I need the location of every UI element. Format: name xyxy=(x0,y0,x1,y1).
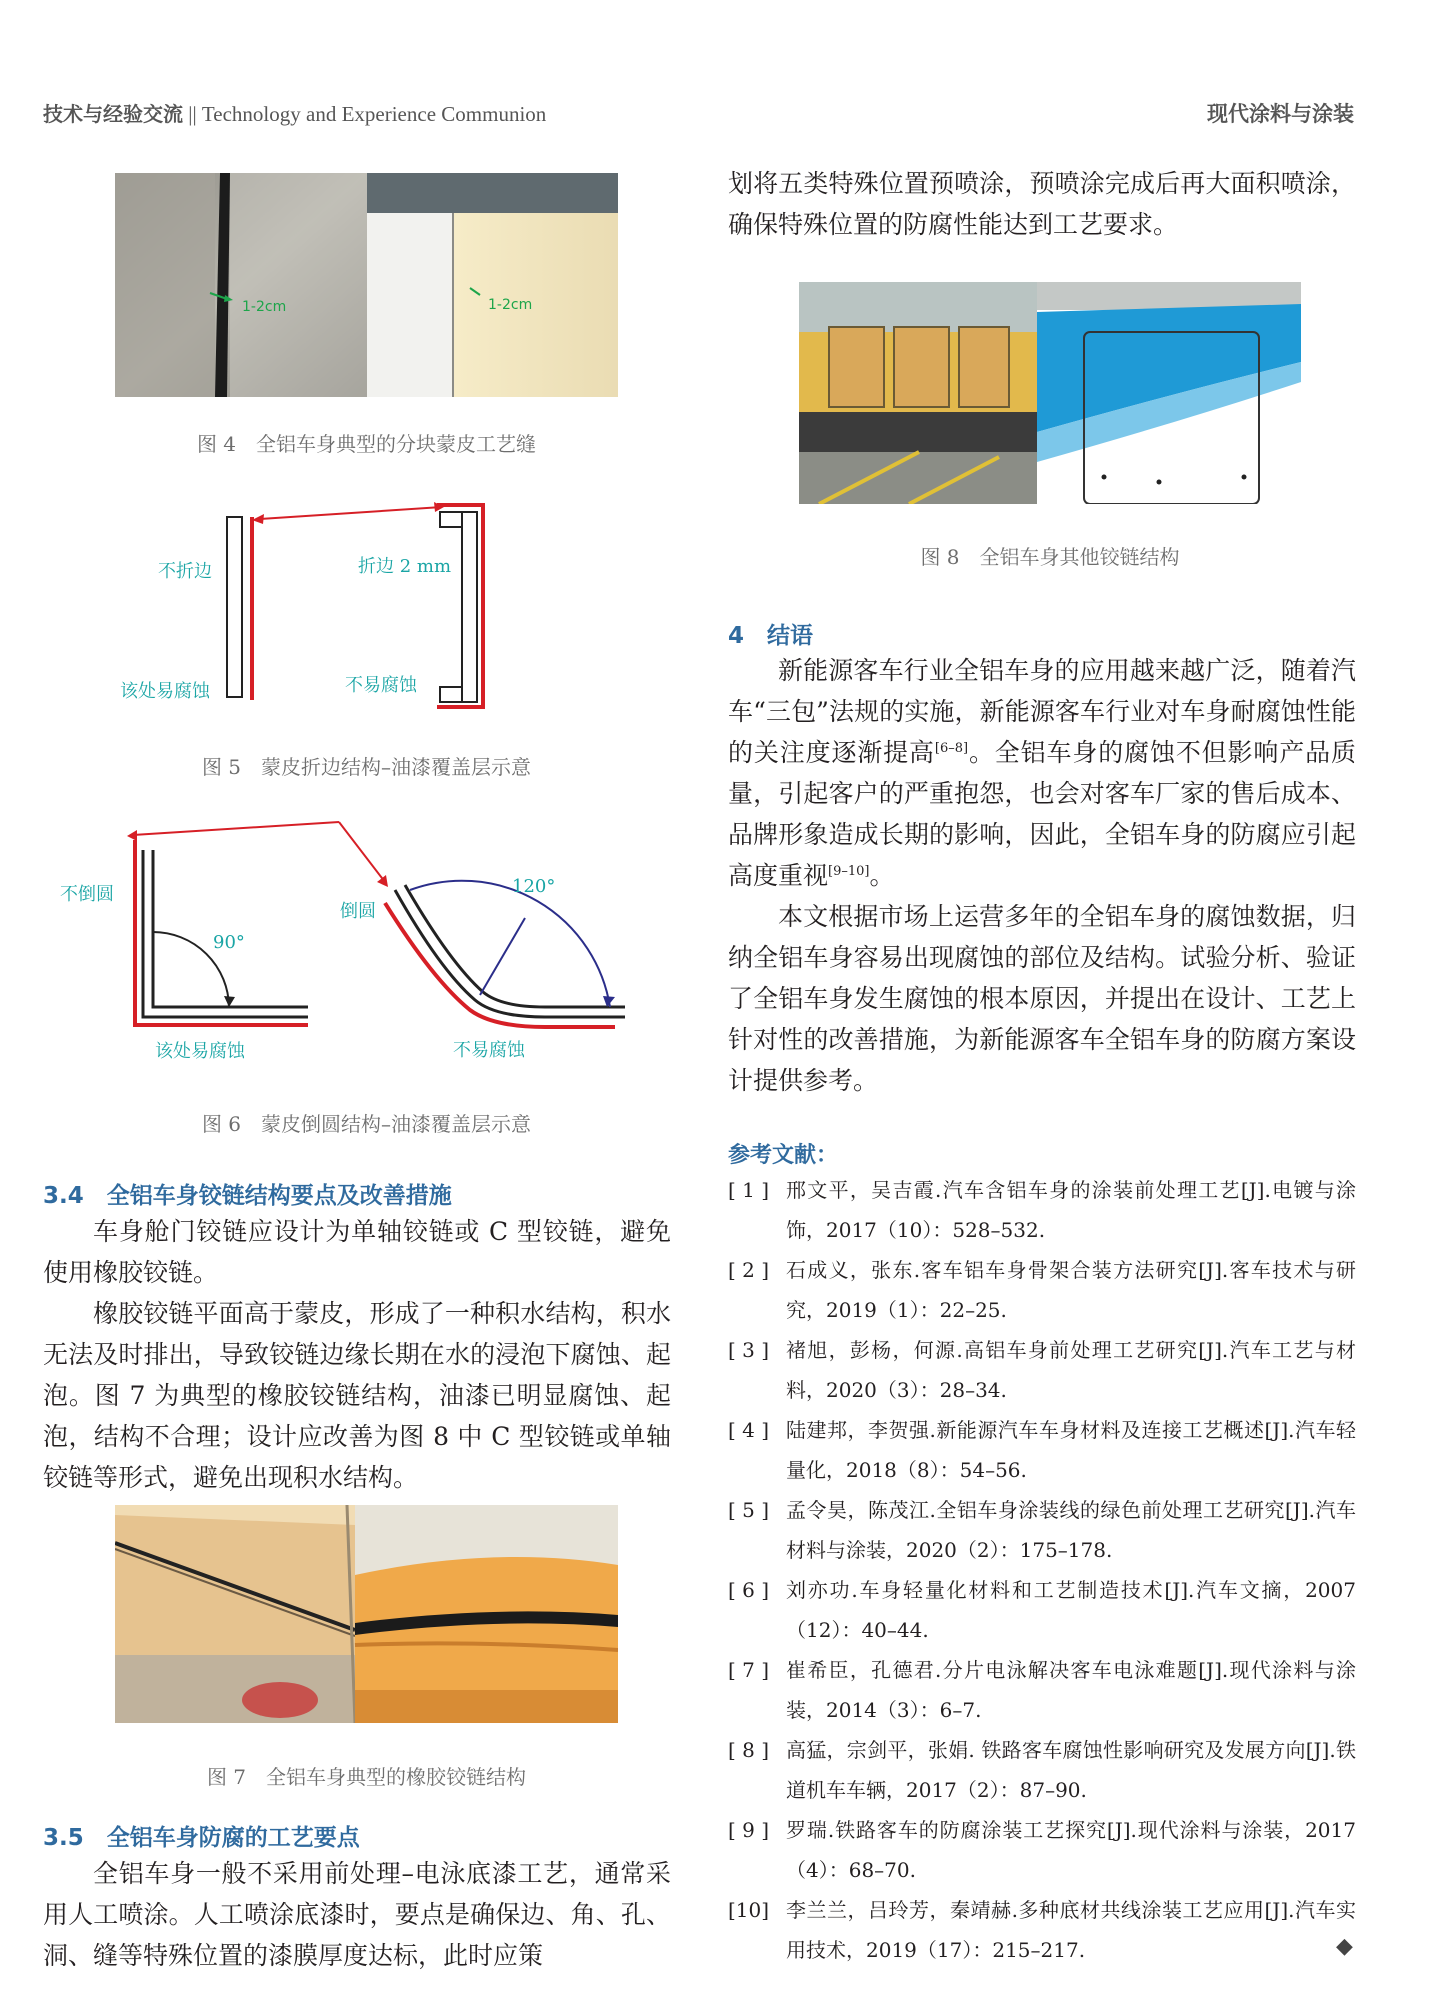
fig5-label-fold: 折边 2 mm xyxy=(358,556,452,577)
section-3-4-body xyxy=(43,1211,671,1498)
fig6-label-90: 90° xyxy=(213,932,245,953)
reference-item xyxy=(728,1250,1356,1330)
figure-4-caption: 图 4 全铝车身典型的分块蒙皮工艺缝 xyxy=(196,432,537,456)
figure-7-caption: 图 7 全铝车身典型的橡胶铰链结构 xyxy=(206,1765,527,1789)
reference-text: 褚旭，彭杨，何源.高铝车身前处理工艺研究[J].汽车工艺与材料，2020（3）：28–34. xyxy=(786,1338,1356,1402)
figure-4-photo xyxy=(115,173,618,397)
reference-text: 崔希臣，孔德君.分片电泳解决客车电泳难题[J].现代涂料与涂装，2014（3）：6–7. xyxy=(786,1658,1356,1722)
fig4-label-right: 1-2cm xyxy=(488,297,533,313)
references-list xyxy=(728,1170,1356,1970)
reference-item xyxy=(728,1650,1356,1730)
fig6-label-no-round: 不倒圆 xyxy=(60,884,114,905)
journal-name: 现代涂料与涂装 xyxy=(1207,102,1354,126)
reference-text: 高猛，宗剑平，张娟. 铁路客车腐蚀性影响研究及发展方向[J].铁道机车车辆，2017（2）：87–90. xyxy=(786,1738,1356,1802)
fig6-label-120: 120° xyxy=(512,876,556,897)
fig6-label-corrode: 该处易腐蚀 xyxy=(155,1041,245,1062)
fig4-label-left: 1-2cm xyxy=(242,299,287,315)
reference-number: [ 6 ] xyxy=(728,1578,770,1602)
figure-6-diagram xyxy=(55,810,635,1072)
section-3-5-continued xyxy=(728,163,1356,245)
section-3-4-heading: 3.4 全铝车身铰链结构要点及改善措施 xyxy=(43,1183,452,1209)
reference-item xyxy=(728,1570,1356,1650)
figure-5-caption: 图 5 蒙皮折边结构–油漆覆盖层示意 xyxy=(201,755,532,779)
reference-number: [ 5 ] xyxy=(728,1498,770,1522)
figure-5-svg xyxy=(100,495,620,720)
reference-item xyxy=(728,1330,1356,1410)
reference-item xyxy=(728,1410,1356,1490)
reference-item xyxy=(728,1170,1356,1250)
end-mark: ◆ xyxy=(1336,1934,1353,1959)
figure-7-photo xyxy=(115,1505,618,1723)
citation: [9–10] xyxy=(828,864,870,879)
text-run: 新能源客车行业全铝车身的应用越来越广泛，随着汽车“三包”法规的实施，新能源客车行业对车身耐腐蚀性能的关注度逐渐提高 xyxy=(728,656,1356,767)
reference-text: 孟令昊，陈茂江.全铝车身涂装线的绿色前处理工艺研究[J].汽车材料与涂装，2020（2）：175–178. xyxy=(786,1498,1356,1562)
section-3-5-heading: 3.5 全铝车身防腐的工艺要点 xyxy=(43,1825,360,1851)
text-run: 。全铝车身的腐蚀不但影响产品质量，引起客户的严重抱怨，也会对客车厂家的售后成本、品牌形象造成长期的影响，因此，全铝车身的防腐应引起高度重视 xyxy=(728,738,1356,890)
fig6-label-no-corrode: 不易腐蚀 xyxy=(453,1040,525,1061)
figure-7-image xyxy=(115,1505,618,1723)
reference-number: [ 2 ] xyxy=(728,1258,770,1282)
fig5-label-corrode: 该处易腐蚀 xyxy=(120,681,210,702)
reference-text: 石成义，张东.客车铝车身骨架合装方法研究[J].客车技术与研究，2019（1）：22–25. xyxy=(786,1258,1356,1322)
figure-8-photo xyxy=(799,282,1301,504)
reference-text: 罗瑞.铁路客车的防腐涂装工艺探究[J].现代涂料与涂装，2017（4）：68–70. xyxy=(786,1818,1356,1882)
paragraph: 橡胶铰链平面高于蒙皮，形成了一种积水结构，积水无法及时排出，导致铰链边缘长期在水的浸泡下腐蚀、起泡。图 7 为典型的橡胶铰链结构，油漆已明显腐蚀、起泡，结构不合理；设计应改善为图 8 中 C 型铰链或单轴铰链等形式，避免出现积水结构。 xyxy=(43,1299,671,1492)
text-run: 。 xyxy=(869,861,895,890)
reference-item xyxy=(728,1890,1356,1970)
reference-number: [ 4 ] xyxy=(728,1418,770,1442)
reference-item xyxy=(728,1810,1356,1890)
section-4-body xyxy=(728,650,1356,1101)
reference-number: [ 3 ] xyxy=(728,1338,770,1362)
references-title: 参考文献： xyxy=(728,1143,839,1168)
running-header-left xyxy=(43,98,546,127)
reference-text: 刘亦功.车身轻量化材料和工艺制造技术[J].汽车文摘，2007（12）：40–44. xyxy=(786,1578,1356,1642)
reference-text: 李兰兰，吕玲芳，秦靖赫.多种底材共线涂装工艺应用[J].汽车实用技术，2019（17）：215–217. xyxy=(786,1898,1356,1962)
reference-text: 陆建邦，李贺强.新能源汽车车身材料及连接工艺概述[J].汽车轻量化，2018（8）：54–56. xyxy=(786,1418,1356,1482)
journal-section-en: Technology and Experience Communion xyxy=(201,102,547,126)
reference-number: [ 8 ] xyxy=(728,1738,770,1762)
figure-6-caption: 图 6 蒙皮倒圆结构–油漆覆盖层示意 xyxy=(201,1112,532,1136)
reference-number: [ 9 ] xyxy=(728,1818,770,1842)
paragraph xyxy=(728,650,1356,896)
reference-number: [ 7 ] xyxy=(728,1658,770,1682)
figure-5-diagram xyxy=(100,495,620,720)
paragraph: 车身舱门铰链应设计为单轴铰链或 C 型铰链，避免使用橡胶铰链。 xyxy=(43,1217,671,1287)
reference-number: [ 1 ] xyxy=(728,1178,770,1202)
reference-item xyxy=(728,1730,1356,1810)
reference-item xyxy=(728,1490,1356,1570)
figure-6-svg xyxy=(55,810,635,1072)
figure-8-image xyxy=(799,282,1301,504)
citation: [6–8] xyxy=(934,741,969,756)
journal-section-cn: 技术与经验交流 xyxy=(43,102,183,126)
paragraph: 全铝车身一般不采用前处理–电泳底漆工艺，通常采用人工喷涂。人工喷涂底漆时，要点是确保边、角、孔、洞、缝等特殊位置的漆膜厚度达标，此时应策 xyxy=(43,1859,671,1970)
figure-8-caption: 图 8 全铝车身其他铰链结构 xyxy=(920,545,1180,569)
reference-number: [10] xyxy=(728,1898,770,1922)
reference-text: 邢文平，吴吉霞.汽车含铝车身的涂装前处理工艺[J].电镀与涂饰，2017（10）：528–532. xyxy=(786,1178,1356,1242)
fig5-label-no-corrode: 不易腐蚀 xyxy=(345,675,417,696)
section-4-heading: 4 结语 xyxy=(728,623,814,649)
figure-4-image xyxy=(115,173,618,397)
section-3-5-body xyxy=(43,1853,671,1976)
fig6-label-round: 倒圆 xyxy=(340,901,376,922)
paragraph: 本文根据市场上运营多年的全铝车身的腐蚀数据，归纳全铝车身容易出现腐蚀的部位及结构。试验分析、验证了全铝车身发生腐蚀的根本原因，并提出在设计、工艺上针对性的改善措施，为新能源客车全铝车身的防腐方案设计提供参考。 xyxy=(728,902,1356,1095)
fig5-label-no-fold: 不折边 xyxy=(158,561,212,582)
header-separator: || xyxy=(183,102,202,126)
paragraph: 划将五类特殊位置预喷涂，预喷涂完成后再大面积喷涂，确保特殊位置的防腐性能达到工艺要求。 xyxy=(728,169,1356,239)
